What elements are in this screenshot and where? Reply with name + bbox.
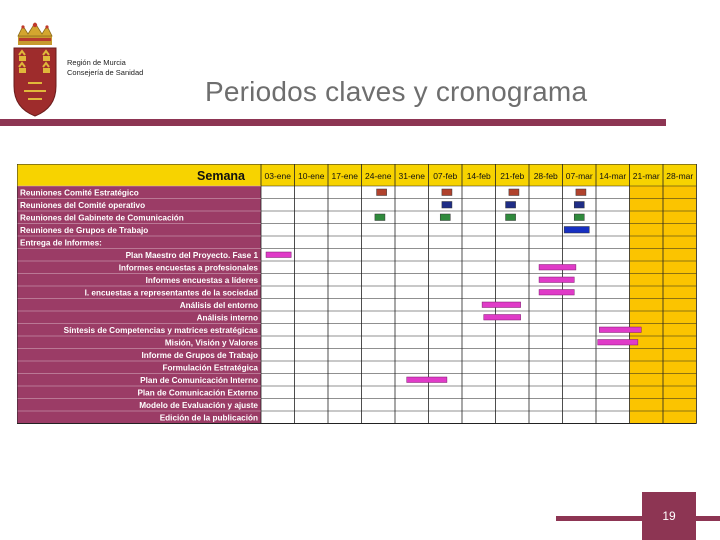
week-header: 28-mar (666, 171, 694, 181)
task-bar (539, 277, 574, 283)
task-label: Análisis interno (196, 313, 258, 323)
week-header: 03-ene (264, 171, 291, 181)
meeting-marker (506, 202, 516, 209)
week-header: 24-ene (365, 171, 392, 181)
meeting-marker (440, 214, 450, 221)
page-number: 19 (642, 492, 696, 540)
task-bar (484, 315, 521, 321)
task-label: Plan de Comunicación Externo (137, 388, 258, 398)
task-label: Informe de Grupos de Trabajo (141, 351, 258, 360)
task-label: Formulación Estratégica (162, 363, 258, 373)
murcia-coat-of-arms-logo (10, 22, 60, 118)
task-label: Informes encuestas a líderes (145, 276, 258, 285)
meeting-marker (442, 202, 452, 209)
title-divider (0, 119, 666, 126)
region-name: Región de Murcia (67, 58, 126, 67)
schedule-gantt-table (17, 164, 697, 425)
organization-name (67, 58, 143, 78)
meeting-marker (377, 189, 387, 196)
task-label: Reuniones del Gabinete de Comunicación (20, 213, 184, 223)
week-header: 28-feb (533, 171, 558, 181)
task-bar (539, 265, 576, 271)
task-bar (482, 302, 521, 308)
task-bar (539, 290, 574, 296)
week-header: 21-feb (500, 171, 525, 181)
task-label: Misión, Visión y Valores (164, 338, 258, 348)
meeting-marker (442, 189, 452, 196)
meeting-marker (576, 189, 586, 196)
task-label: Entrega de Informes: (20, 238, 102, 248)
week-header: 14-mar (599, 171, 627, 181)
highlight-column (663, 186, 697, 424)
meeting-marker (506, 214, 516, 221)
meeting-marker (574, 202, 584, 209)
meeting-marker (375, 214, 385, 221)
task-label: Reuniones de Grupos de Trabajo (20, 226, 149, 235)
task-bar (598, 340, 638, 346)
page-title: Periodos claves y cronograma (205, 76, 588, 107)
corner-label: Semana (197, 169, 245, 183)
week-header: 07-mar (565, 171, 593, 181)
week-header: 07-feb (433, 171, 458, 181)
task-bar (599, 327, 641, 333)
task-label: Plan de Comunicación Interno (140, 376, 258, 385)
task-label: Síntesis de Competencias y matrices estratégicas (63, 326, 258, 335)
week-header: 10-ene (298, 171, 325, 181)
shield-icon (14, 48, 56, 116)
meeting-marker (574, 214, 584, 221)
task-label: Informes encuestas a profesionales (118, 263, 258, 273)
week-header: 31-ene (398, 171, 425, 181)
task-label: Plan Maestro del Proyecto. Fase 1 (125, 251, 258, 260)
task-label: Reuniones del Comité operativo (20, 201, 146, 210)
task-label: Modelo de Evaluación y ajuste (139, 401, 258, 410)
week-header: 17-ene (331, 171, 358, 181)
week-header: 21-mar (632, 171, 660, 181)
task-bar (407, 377, 447, 383)
task-label: Análisis del entorno (179, 301, 258, 310)
task-label: I. encuestas a representantes de la sociedad (84, 288, 258, 298)
task-bar (266, 252, 291, 258)
meeting-marker (564, 227, 589, 234)
department-name: Consejería de Sanidad (67, 68, 144, 77)
week-header: 14-feb (466, 171, 491, 181)
meeting-marker (509, 189, 519, 196)
crown-icon (18, 23, 52, 45)
task-label: Edición de la publicación (159, 413, 258, 423)
highlight-column (630, 186, 664, 424)
task-label: Reuniones Comité Estratégico (20, 188, 139, 198)
